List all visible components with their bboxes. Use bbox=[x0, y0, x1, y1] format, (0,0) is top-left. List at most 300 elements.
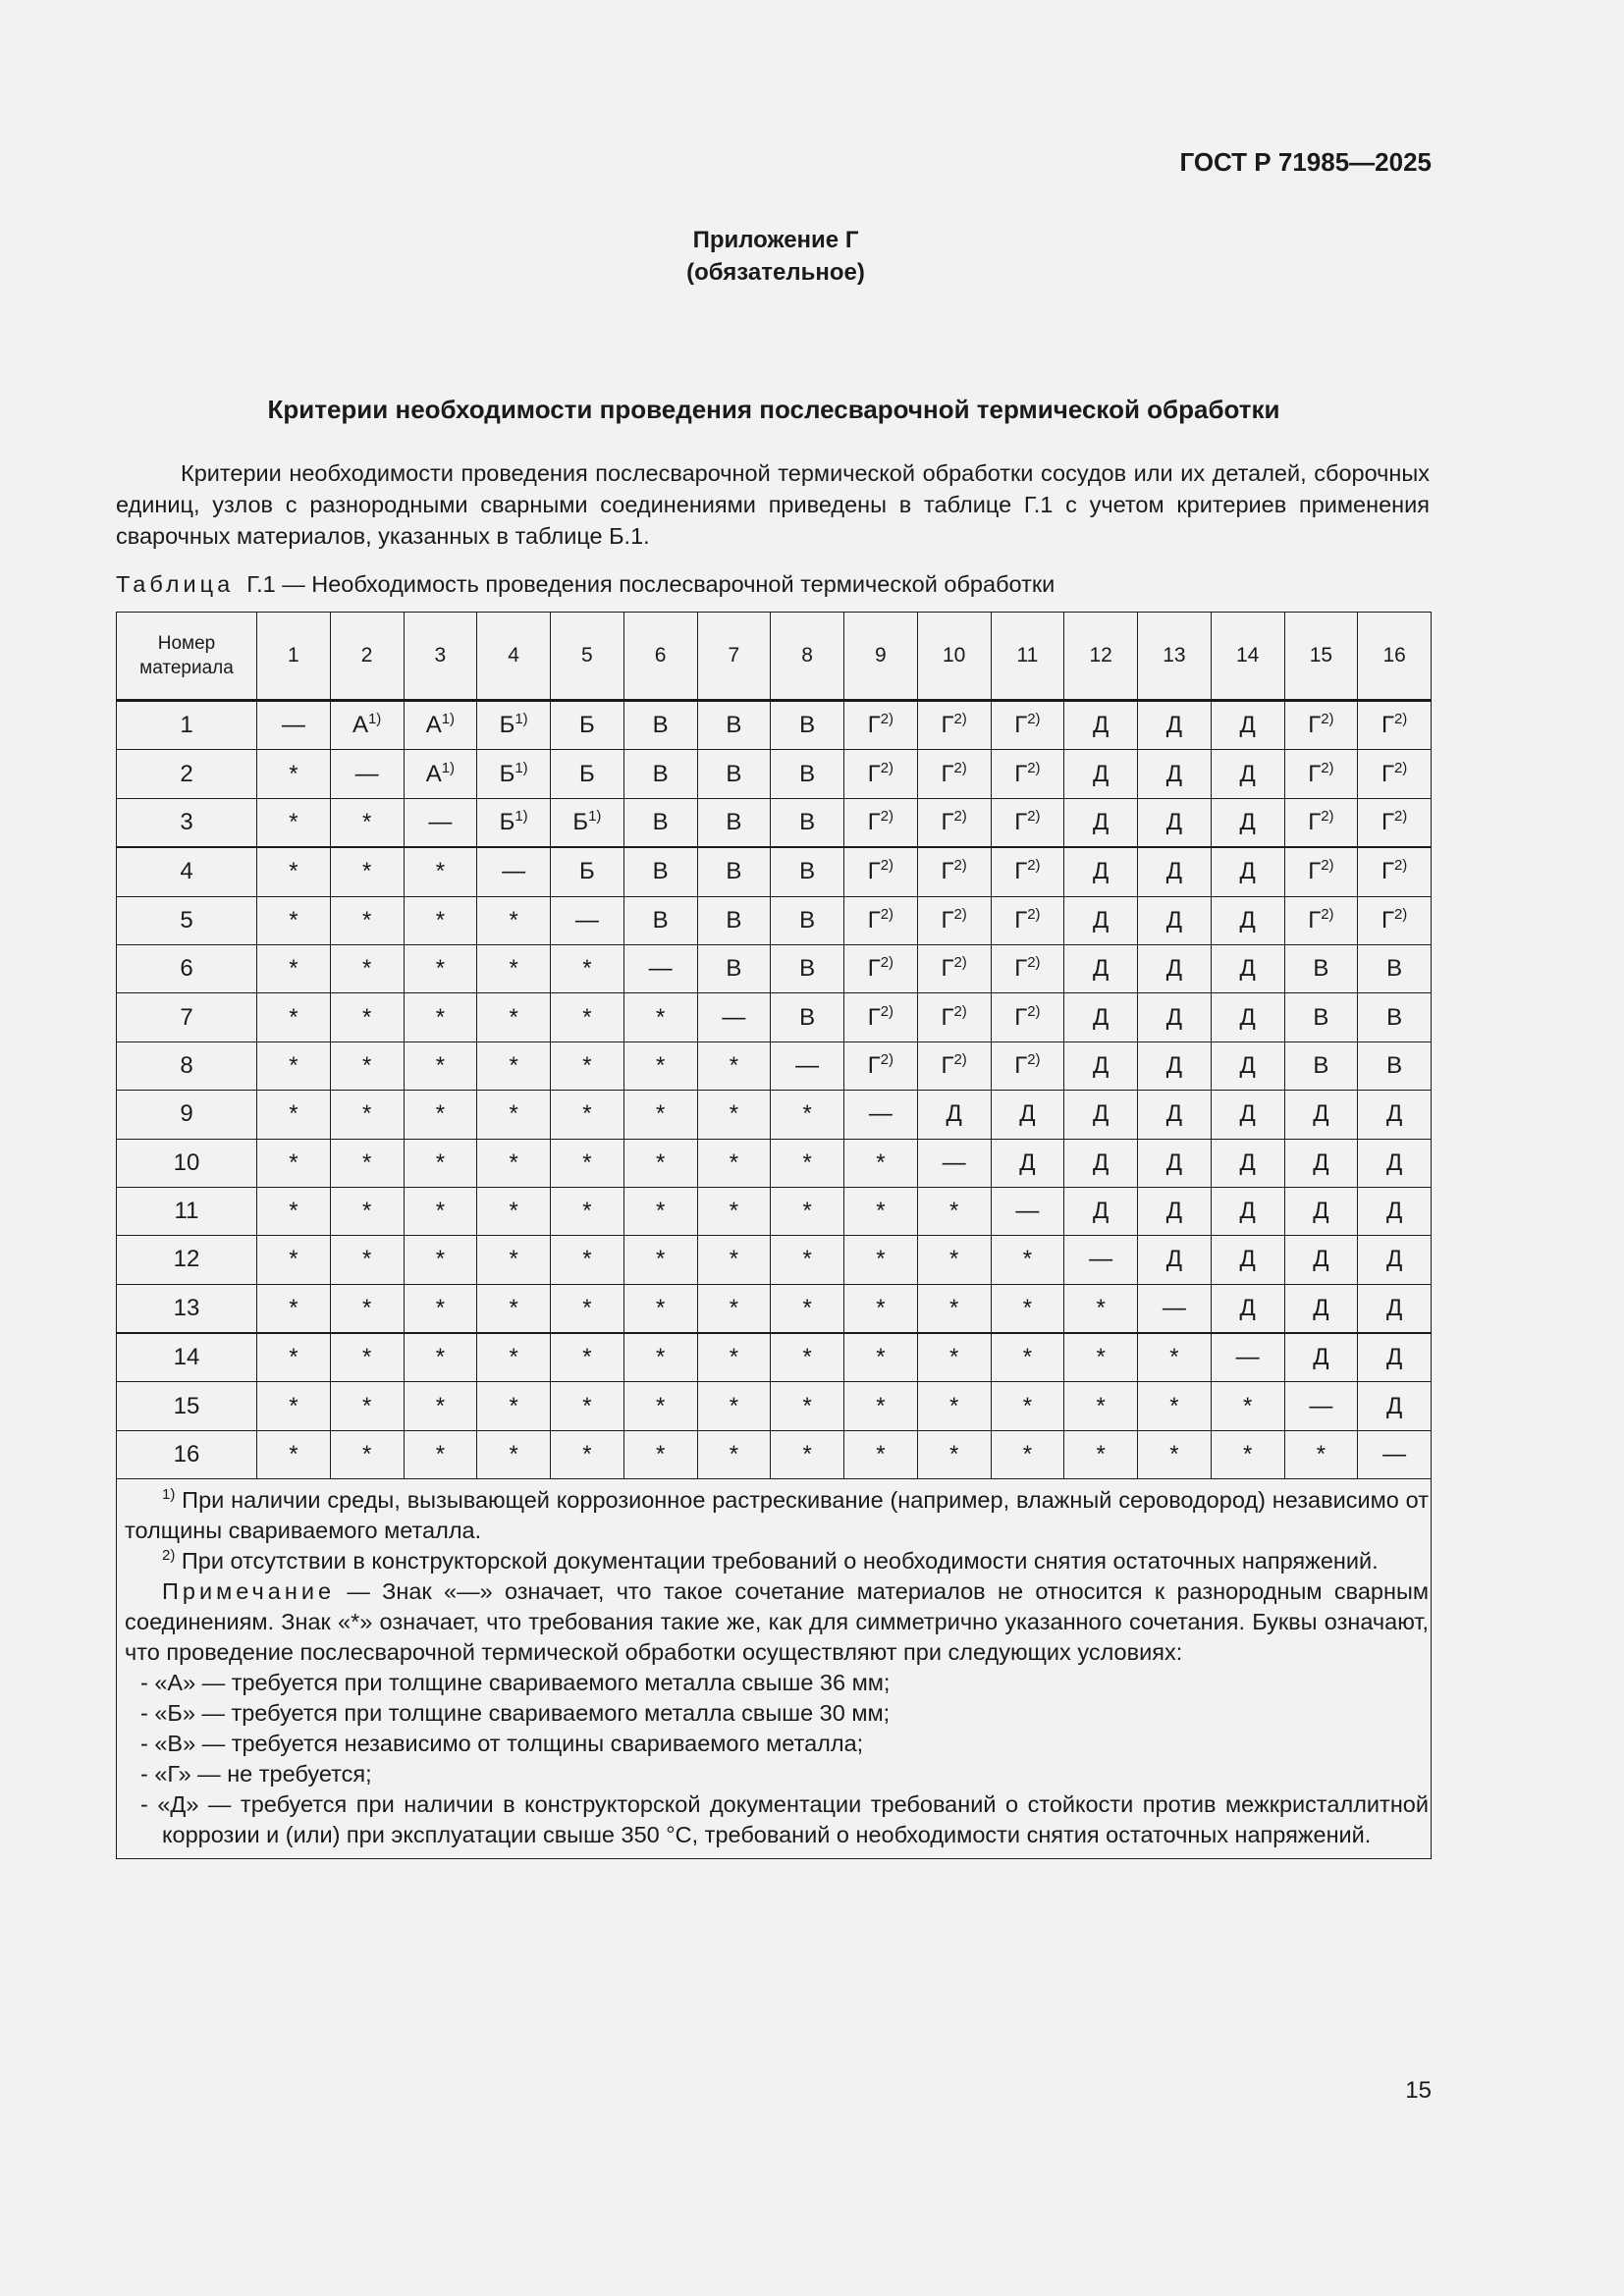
note-condition-item: - «Г» — не требуется; bbox=[140, 1761, 372, 1788]
appendix-title: Приложение Г bbox=[692, 227, 859, 253]
table-cell bbox=[1284, 1187, 1358, 1235]
cell-value: * bbox=[948, 1246, 959, 1273]
cell-value: * bbox=[1096, 1441, 1106, 1468]
document-code: ГОСТ Р 71985—2025 bbox=[1179, 147, 1432, 177]
table-cell bbox=[623, 1382, 697, 1430]
table-cell bbox=[917, 1333, 991, 1382]
table-cell bbox=[917, 701, 991, 750]
table-cell bbox=[623, 944, 697, 992]
table-cell bbox=[1064, 993, 1138, 1041]
table-cell bbox=[623, 847, 697, 896]
cell-footnote-mark: 2) bbox=[880, 905, 894, 923]
table-cell bbox=[844, 1333, 918, 1382]
cell-value: Д bbox=[1239, 760, 1256, 787]
table-cell bbox=[1138, 993, 1212, 1041]
table-caption-text: — Необходимость проведения послесварочной термической обработки bbox=[275, 571, 1056, 597]
cell-value: * bbox=[509, 1051, 518, 1079]
cell-value: В bbox=[799, 760, 816, 787]
table-cell bbox=[404, 1041, 477, 1090]
table-cell bbox=[330, 1382, 404, 1430]
column-header: 15 bbox=[1284, 613, 1358, 701]
table-cell bbox=[477, 896, 551, 944]
cell-value: Г bbox=[1014, 808, 1028, 835]
cell-value: * bbox=[361, 1100, 372, 1128]
footnote-1 bbox=[125, 1485, 1429, 1546]
table-row bbox=[117, 1139, 1432, 1187]
table-note bbox=[125, 1576, 1429, 1668]
table-cell bbox=[330, 1139, 404, 1187]
table-cell bbox=[404, 750, 477, 798]
cell-value: * bbox=[655, 1246, 666, 1273]
column-header: 5 bbox=[551, 613, 624, 701]
column-header: 10 bbox=[917, 613, 991, 701]
cell-value: * bbox=[655, 1344, 666, 1371]
table-cell bbox=[623, 798, 697, 847]
cell-value: Д bbox=[1092, 1198, 1110, 1225]
table-cell bbox=[477, 1041, 551, 1090]
table-cell bbox=[257, 1333, 331, 1382]
column-header: 1 bbox=[257, 613, 331, 701]
cell-value: Д bbox=[1239, 955, 1256, 983]
cell-value: Б bbox=[572, 808, 589, 835]
cell-value: Г bbox=[1014, 760, 1028, 787]
table-cell bbox=[1358, 750, 1432, 798]
cell-value: В bbox=[726, 955, 742, 983]
cell-value: * bbox=[435, 858, 446, 885]
cell-value: * bbox=[948, 1198, 959, 1225]
cell-value: * bbox=[582, 1100, 592, 1128]
table-cell bbox=[257, 1139, 331, 1187]
cell-value: Д bbox=[1239, 808, 1256, 835]
cell-value: * bbox=[289, 906, 298, 934]
table-cell bbox=[917, 750, 991, 798]
cell-value: Д bbox=[1385, 1344, 1403, 1371]
table-cell bbox=[257, 1041, 331, 1090]
cell-value: Д bbox=[1092, 1100, 1110, 1128]
table-cell bbox=[1138, 1333, 1212, 1382]
table-cell bbox=[551, 944, 624, 992]
note-condition-item: - «А» — требуется при толщине свариваемого металла свыше 36 мм; bbox=[140, 1670, 891, 1696]
cell-value: * bbox=[289, 1392, 298, 1419]
cell-value: * bbox=[289, 808, 298, 835]
cell-value: Д bbox=[1385, 1198, 1403, 1225]
table-cell bbox=[917, 1430, 991, 1478]
cell-value: * bbox=[289, 760, 298, 787]
cell-value: * bbox=[1022, 1246, 1033, 1273]
cell-value: * bbox=[289, 1148, 298, 1176]
cell-value: В bbox=[726, 808, 742, 835]
cell-value: * bbox=[655, 1198, 666, 1225]
table-cell bbox=[330, 1333, 404, 1382]
cell-value: * bbox=[361, 1198, 372, 1225]
cell-value: * bbox=[435, 1003, 446, 1031]
table-cell bbox=[771, 1187, 844, 1235]
table-cell bbox=[844, 1382, 918, 1430]
appendix-status: (обязательное) bbox=[686, 259, 865, 286]
table-cell bbox=[844, 896, 918, 944]
table-cell bbox=[1284, 701, 1358, 750]
cell-value: * bbox=[582, 1246, 592, 1273]
table-cell bbox=[623, 750, 697, 798]
cell-value: Д bbox=[1165, 1003, 1182, 1031]
table-cell bbox=[1138, 1284, 1212, 1333]
cell-value: Д bbox=[1239, 1051, 1256, 1079]
cell-value: * bbox=[655, 1051, 666, 1079]
table-row bbox=[117, 750, 1432, 798]
table-cell bbox=[1138, 896, 1212, 944]
cell-value: В bbox=[799, 955, 816, 983]
cell-footnote-mark: 2) bbox=[1321, 857, 1334, 875]
cell-value: * bbox=[876, 1294, 886, 1321]
table-cell bbox=[1358, 1139, 1432, 1187]
cell-value: Д bbox=[1239, 906, 1256, 934]
table-cell bbox=[330, 1430, 404, 1478]
footnote-2-mark: 2) bbox=[162, 1547, 176, 1565]
table-cell bbox=[1064, 750, 1138, 798]
table-caption-number: Г.1 bbox=[246, 571, 276, 597]
cell-footnote-mark: 2) bbox=[880, 857, 894, 875]
cell-value: * bbox=[876, 1246, 886, 1273]
cell-value: А bbox=[425, 712, 442, 739]
table-cell bbox=[844, 1139, 918, 1187]
note-condition-item: - «В» — требуется независимо от толщины свариваемого металла; bbox=[140, 1731, 864, 1757]
cell-value: * bbox=[729, 1051, 739, 1079]
cell-value: Б bbox=[579, 760, 595, 787]
cell-value: * bbox=[729, 1148, 739, 1176]
table-caption-label: Таблица bbox=[116, 571, 235, 597]
table-cell bbox=[844, 798, 918, 847]
table-cell bbox=[330, 750, 404, 798]
table-cell bbox=[1211, 1041, 1284, 1090]
cell-value: * bbox=[1169, 1344, 1179, 1371]
cell-value: * bbox=[435, 1294, 446, 1321]
table-cell bbox=[1284, 1284, 1358, 1333]
cell-value: Г bbox=[1308, 858, 1322, 885]
table-cell bbox=[697, 1091, 771, 1139]
cell-value: Б bbox=[499, 760, 515, 787]
table-cell bbox=[1064, 1236, 1138, 1284]
table-row bbox=[117, 993, 1432, 1041]
cell-value: Д bbox=[1165, 1246, 1182, 1273]
table-cell bbox=[917, 1187, 991, 1235]
cell-footnote-mark: 2) bbox=[953, 1002, 967, 1020]
cell-value: Г bbox=[867, 858, 881, 885]
row-label: 12 bbox=[117, 1236, 257, 1284]
cell-value: * bbox=[509, 1100, 518, 1128]
cell-value: Г bbox=[1014, 955, 1028, 983]
table-cell bbox=[257, 1382, 331, 1430]
cell-value: * bbox=[361, 858, 372, 885]
cell-value: * bbox=[802, 1441, 812, 1468]
cell-footnote-mark: 1) bbox=[514, 759, 528, 776]
cell-value: Г bbox=[1380, 712, 1394, 739]
cell-value: Г bbox=[941, 1051, 954, 1079]
table-cell bbox=[771, 944, 844, 992]
table-cell bbox=[551, 1284, 624, 1333]
cell-value: * bbox=[655, 1003, 666, 1031]
cell-value: Д bbox=[1385, 1100, 1403, 1128]
cell-value: * bbox=[582, 1051, 592, 1079]
cell-value: А bbox=[352, 712, 368, 739]
table-cell bbox=[1064, 1382, 1138, 1430]
cell-value: * bbox=[1316, 1441, 1326, 1468]
table-cell bbox=[844, 847, 918, 896]
table-cell bbox=[1138, 701, 1212, 750]
cell-value: Д bbox=[1092, 712, 1110, 739]
table-cell bbox=[771, 993, 844, 1041]
cell-footnote-mark: 2) bbox=[1393, 905, 1408, 923]
cell-footnote-mark: 2) bbox=[953, 711, 967, 728]
table-cell bbox=[1064, 847, 1138, 896]
table-cell bbox=[991, 1236, 1064, 1284]
cell-value: Г bbox=[1380, 760, 1394, 787]
cell-value: * bbox=[435, 1100, 446, 1128]
column-header: 16 bbox=[1358, 613, 1432, 701]
cell-value: * bbox=[655, 1392, 666, 1419]
table-cell bbox=[477, 1430, 551, 1478]
cell-value: * bbox=[361, 1441, 372, 1468]
table-cell bbox=[477, 701, 551, 750]
table-cell bbox=[257, 1236, 331, 1284]
cell-value: — bbox=[574, 906, 599, 934]
column-header: 3 bbox=[404, 613, 477, 701]
cell-footnote-mark: 2) bbox=[1321, 759, 1334, 776]
cell-value: Д bbox=[1092, 760, 1110, 787]
table-cell bbox=[330, 993, 404, 1041]
cell-footnote-mark: 2) bbox=[880, 1050, 894, 1068]
cell-value: * bbox=[876, 1441, 886, 1468]
table-row bbox=[117, 896, 1432, 944]
note-label: Примечание bbox=[162, 1578, 336, 1605]
table-cell bbox=[1211, 944, 1284, 992]
table-cell bbox=[623, 1333, 697, 1382]
row-label: 4 bbox=[117, 847, 257, 896]
table-cell bbox=[771, 1236, 844, 1284]
cell-value: * bbox=[802, 1148, 812, 1176]
cell-value: * bbox=[509, 1198, 518, 1225]
cell-value: * bbox=[876, 1392, 886, 1419]
cell-value: * bbox=[1096, 1344, 1106, 1371]
table-cell bbox=[1358, 1382, 1432, 1430]
column-header: 13 bbox=[1138, 613, 1212, 701]
cell-value: * bbox=[1242, 1392, 1253, 1419]
table-cell bbox=[623, 1236, 697, 1284]
cell-value: * bbox=[802, 1198, 812, 1225]
cell-footnote-mark: 2) bbox=[880, 711, 894, 728]
table-cell bbox=[1138, 750, 1212, 798]
cell-value: * bbox=[509, 1246, 518, 1273]
table-cell bbox=[697, 798, 771, 847]
cell-value: * bbox=[729, 1441, 739, 1468]
cell-value: * bbox=[655, 1294, 666, 1321]
table-cell bbox=[917, 847, 991, 896]
cell-value: В bbox=[726, 760, 742, 787]
table-cell bbox=[1211, 1333, 1284, 1382]
table-row bbox=[117, 1091, 1432, 1139]
cell-value: * bbox=[582, 1392, 592, 1419]
cell-footnote-mark: 2) bbox=[880, 807, 894, 825]
cell-footnote-mark: 2) bbox=[1321, 807, 1334, 825]
table-cell bbox=[991, 1187, 1064, 1235]
cell-value: * bbox=[802, 1344, 812, 1371]
cell-footnote-mark: 1) bbox=[441, 711, 456, 728]
table-cell bbox=[1284, 1382, 1358, 1430]
cell-value: * bbox=[509, 1148, 518, 1176]
table-cell bbox=[844, 1091, 918, 1139]
table-cell bbox=[917, 1091, 991, 1139]
table-cell bbox=[1284, 1430, 1358, 1478]
cell-value: Д bbox=[1165, 760, 1182, 787]
cell-value: Д bbox=[1092, 858, 1110, 885]
cell-value: * bbox=[509, 906, 518, 934]
table-cell bbox=[257, 847, 331, 896]
cell-value: — bbox=[1382, 1441, 1407, 1468]
table-cell bbox=[404, 1284, 477, 1333]
cell-value: Б bbox=[579, 712, 595, 739]
table-cell bbox=[623, 1091, 697, 1139]
table-cell bbox=[257, 1187, 331, 1235]
cell-value: * bbox=[361, 808, 372, 835]
cell-value: Д bbox=[1239, 1100, 1256, 1128]
table-cell bbox=[1064, 1139, 1138, 1187]
table-cell bbox=[1358, 896, 1432, 944]
table-cell bbox=[1138, 1041, 1212, 1090]
cell-value: Д bbox=[1385, 1392, 1403, 1419]
cell-value: Г bbox=[941, 760, 954, 787]
row-label: 14 bbox=[117, 1333, 257, 1382]
cell-value: * bbox=[582, 1003, 592, 1031]
table-cell bbox=[551, 798, 624, 847]
table-cell bbox=[771, 1333, 844, 1382]
cell-footnote-mark: 2) bbox=[1393, 857, 1408, 875]
table-header-row bbox=[117, 613, 1432, 701]
cell-value: Д bbox=[1165, 1051, 1182, 1079]
cell-value: * bbox=[729, 1344, 739, 1371]
table-row bbox=[117, 701, 1432, 750]
table-cell bbox=[477, 1236, 551, 1284]
cell-value: * bbox=[802, 1246, 812, 1273]
table-cell bbox=[551, 1236, 624, 1284]
cell-value: Д bbox=[1092, 1003, 1110, 1031]
cell-value: Д bbox=[1165, 712, 1182, 739]
cell-value: Б bbox=[499, 712, 515, 739]
table-cell bbox=[330, 701, 404, 750]
cell-value: Д bbox=[1019, 1100, 1036, 1128]
cell-value: — bbox=[1162, 1294, 1186, 1321]
cell-value: * bbox=[582, 955, 592, 983]
footnote-1-text: При наличии среды, вызывающей коррозионное растрескивание (например, влажный сероводород) независимо от толщины свариваемого металла. bbox=[125, 1487, 1429, 1544]
cell-footnote-mark: 2) bbox=[1321, 905, 1334, 923]
cell-value: * bbox=[1096, 1294, 1106, 1321]
table-cell bbox=[1064, 944, 1138, 992]
table-cell bbox=[623, 993, 697, 1041]
cell-footnote-mark: 1) bbox=[367, 711, 382, 728]
cell-value: Д bbox=[1313, 1344, 1329, 1371]
table-cell bbox=[771, 701, 844, 750]
table-cell bbox=[1138, 1430, 1212, 1478]
table-cell bbox=[1211, 1284, 1284, 1333]
table-cell bbox=[1138, 798, 1212, 847]
table-cell bbox=[844, 1284, 918, 1333]
cell-footnote-mark: 2) bbox=[953, 759, 967, 776]
cell-value: * bbox=[289, 1294, 298, 1321]
column-header: 8 bbox=[771, 613, 844, 701]
table-cell bbox=[477, 944, 551, 992]
cell-value: В bbox=[1386, 1003, 1403, 1031]
table-cell bbox=[917, 993, 991, 1041]
cell-value: * bbox=[289, 858, 298, 885]
cell-footnote-mark: 2) bbox=[1393, 759, 1408, 776]
cell-value: Д bbox=[1239, 858, 1256, 885]
table-cell bbox=[551, 1139, 624, 1187]
table-cell bbox=[1284, 847, 1358, 896]
cell-value: * bbox=[948, 1441, 959, 1468]
cell-value: — bbox=[502, 858, 526, 885]
footnote-2-text: При отсутствии в конструкторской документации требований о необходимости снятия остаточных напряжений. bbox=[175, 1548, 1379, 1575]
cell-value: В bbox=[1313, 955, 1329, 983]
cell-value: * bbox=[435, 1051, 446, 1079]
table-cell bbox=[257, 1284, 331, 1333]
table-row bbox=[117, 1236, 1432, 1284]
cell-value: Д bbox=[1019, 1148, 1036, 1176]
note-condition-item: - «Б» — требуется при толщине свариваемого металла свыше 30 мм; bbox=[140, 1700, 891, 1727]
cell-value: Д bbox=[1385, 1148, 1403, 1176]
cell-value: В bbox=[652, 712, 669, 739]
table-row bbox=[117, 1382, 1432, 1430]
table-cell bbox=[1138, 847, 1212, 896]
cell-footnote-mark: 2) bbox=[1393, 711, 1408, 728]
table-cell bbox=[697, 1333, 771, 1382]
table-cell bbox=[551, 1333, 624, 1382]
table-cell bbox=[1138, 1139, 1212, 1187]
table-cell bbox=[404, 1430, 477, 1478]
cell-value: Г bbox=[867, 1003, 881, 1031]
cell-value: * bbox=[435, 1344, 446, 1371]
column-header: 7 bbox=[697, 613, 771, 701]
row-label: 9 bbox=[117, 1091, 257, 1139]
cell-footnote-mark: 2) bbox=[1393, 807, 1408, 825]
table-cell bbox=[404, 944, 477, 992]
table-cell bbox=[1211, 1187, 1284, 1235]
table-cell bbox=[330, 1041, 404, 1090]
table-cell bbox=[477, 798, 551, 847]
table-cell bbox=[1284, 1091, 1358, 1139]
cell-value: * bbox=[509, 1294, 518, 1321]
table-cell bbox=[771, 847, 844, 896]
table-cell bbox=[1358, 847, 1432, 896]
cell-value: * bbox=[289, 1003, 298, 1031]
cell-value: Д bbox=[1239, 1198, 1256, 1225]
table-cell bbox=[623, 1041, 697, 1090]
cell-footnote-mark: 1) bbox=[514, 711, 528, 728]
table-cell bbox=[257, 944, 331, 992]
table-cell bbox=[917, 1139, 991, 1187]
cell-value: * bbox=[435, 955, 446, 983]
cell-footnote-mark: 1) bbox=[441, 759, 456, 776]
table-cell bbox=[330, 1187, 404, 1235]
cell-value: * bbox=[1022, 1344, 1033, 1371]
cell-value: В bbox=[1386, 955, 1403, 983]
table-cell bbox=[551, 701, 624, 750]
cell-value: Д bbox=[1092, 1148, 1110, 1176]
table-cell bbox=[1064, 896, 1138, 944]
table-cell bbox=[771, 750, 844, 798]
column-header: 12 bbox=[1064, 613, 1138, 701]
cell-value: * bbox=[802, 1392, 812, 1419]
table-cell bbox=[404, 701, 477, 750]
table-cell bbox=[917, 896, 991, 944]
table-cell bbox=[1138, 1187, 1212, 1235]
